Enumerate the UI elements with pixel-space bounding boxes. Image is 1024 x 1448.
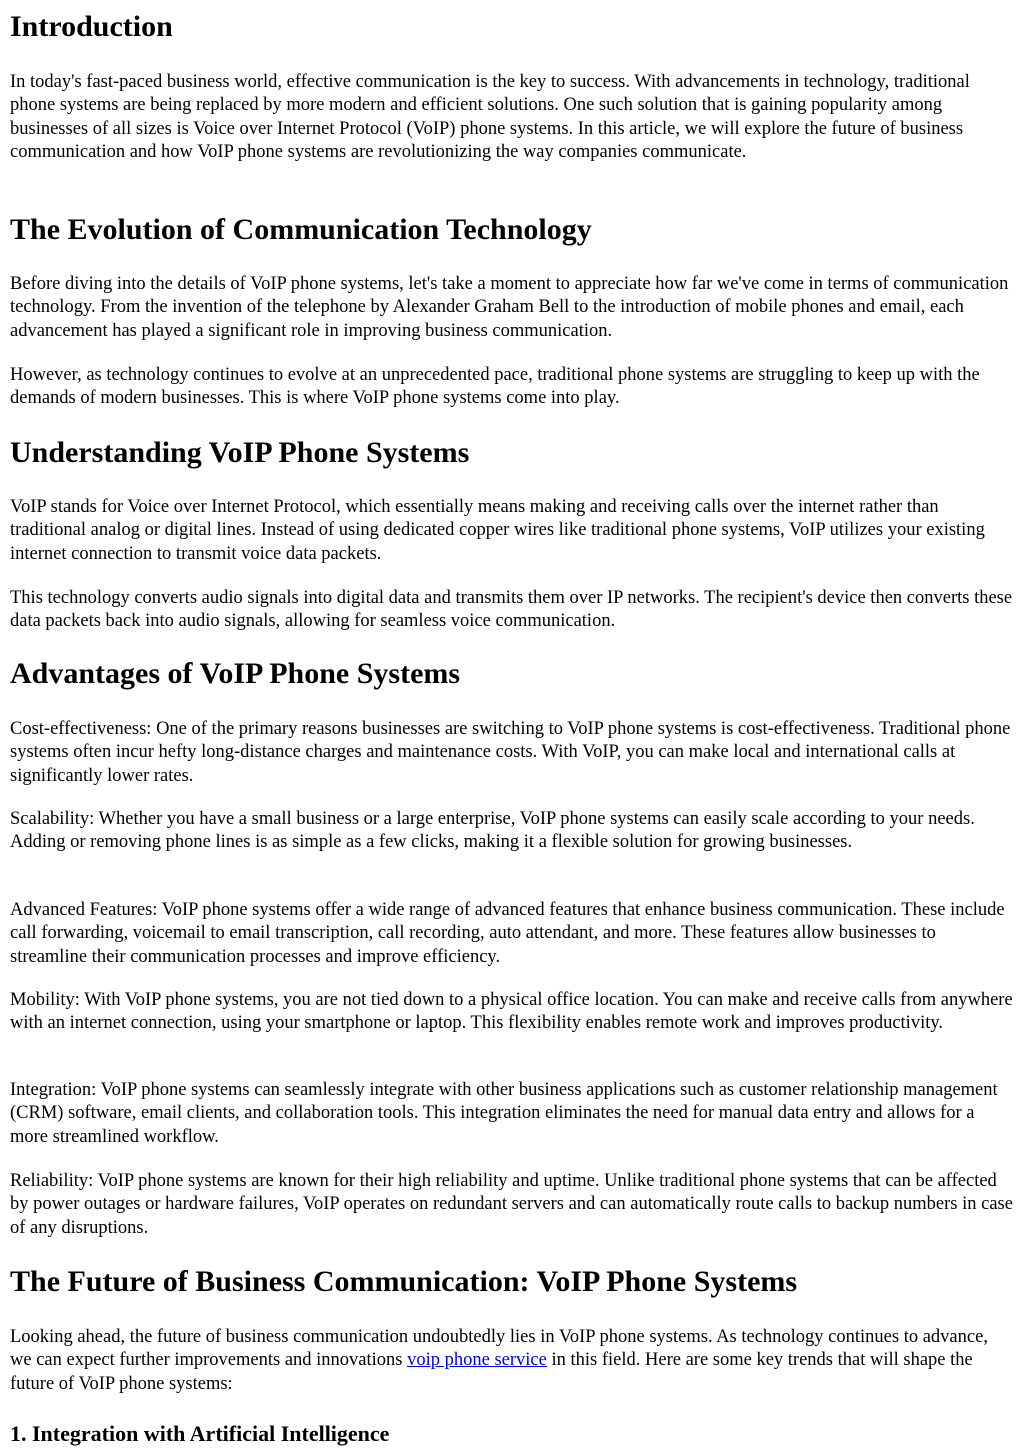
advantage-scalability: Scalability: Whether you have a small business or a large enterprise, VoIP phone systems can easily scale according to your needs. Adding or removing phone lines is as simple as a few clicks, making it a flexible solution for growing businesses. xyxy=(10,809,975,853)
understanding-paragraph-1: VoIP stands for Voice over Internet Protocol, which essentially means making and receiving calls over the internet rather than traditional analog or digital lines. Instead of using dedicated copper wires like traditional phone systems, VoIP utilizes your existing internet connection to transmit voice data packets. xyxy=(10,497,985,564)
understanding-paragraph-2: This technology converts audio signals into digital data and transmits them over IP networks. The recipient's device then converts these data packets back into audio signals, allowing for seamless voice communication. xyxy=(10,588,1013,632)
future-heading: The Future of Business Communication: VoIP Phone Systems xyxy=(10,1265,798,1298)
future-paragraph xyxy=(10,1326,1014,1396)
understanding-heading: Understanding VoIP Phone Systems xyxy=(10,436,470,469)
intro-heading: Introduction xyxy=(10,10,173,43)
future-text-after: in this field. Here are some key trends that will shape the future of VoIP phone systems: xyxy=(10,1350,973,1394)
evolution-paragraph-2: However, as technology continues to evolve at an unprecedented pace, traditional phone systems are struggling to keep up with the demands of modern businesses. This is where VoIP phone systems come into play. xyxy=(10,365,980,409)
advantage-cost: Cost-effectiveness: One of the primary reasons businesses are switching to VoIP phone systems is cost-effectiveness. Traditional phone systems often incur hefty long-distance charges and maintenance costs. With VoIP, you can make local and international calls at significantly lower rates. xyxy=(10,719,1011,786)
evolution-paragraph-1: Before diving into the details of VoIP phone systems, let's take a moment to appreciate how far we've come in terms of communication technology. From the invention of the telephone by Alexander Graham Bell to the introduction of mobile phones and email, each advancement has played a significant role in improving business communication. xyxy=(10,274,1009,341)
advantage-integration: Integration: VoIP phone systems can seamlessly integrate with other business applications such as customer relationship management (CRM) software, email clients, and collaboration tools. This integration eliminates the need for manual data entry and allows for a more streamlined workflow. xyxy=(10,1080,998,1147)
advantage-mobility: Mobility: With VoIP phone systems, you are not tied down to a physical office location. You can make and receive calls from anywhere with an internet connection, using your smartphone or laptop. This flexibility enables remote work and improves productivity. xyxy=(10,990,1013,1034)
advantage-reliability: Reliability: VoIP phone systems are known for their high reliability and uptime. Unlike traditional phone systems that can be affected by power outages or hardware failures, VoIP operates on redundant servers and can automatically route calls to backup numbers in case of any disruptions. xyxy=(10,1171,1013,1238)
ai-heading: 1. Integration with Artificial Intelligence xyxy=(10,1421,390,1446)
advantages-heading: Advantages of VoIP Phone Systems xyxy=(10,657,461,690)
voip-phone-service-link[interactable]: voip phone service xyxy=(407,1350,547,1371)
future-text-before: Looking ahead, the future of business communication undoubtedly lies in VoIP phone systems. As technology continues to advance, we can expect further improvements and innovations xyxy=(10,1327,988,1371)
intro-paragraph: In today's fast-paced business world, effective communication is the key to success. With advancements in technology, traditional phone systems are being replaced by more modern and efficient solutions. One such solution that is gaining popularity among businesses of all sizes is Voice over Internet Protocol (VoIP) phone systems. In this article, we will explore the future of business communication and how VoIP phone systems are revolutionizing the way companies communicate. xyxy=(10,72,970,162)
evolution-heading: The Evolution of Communication Technology xyxy=(10,213,592,246)
advantage-features: Advanced Features: VoIP phone systems offer a wide range of advanced features that enhance business communication. These include call forwarding, voicemail to email transcription, call recording, auto attendant, and more. These features allow businesses to streamline their communication processes and improve efficiency. xyxy=(10,900,1005,967)
